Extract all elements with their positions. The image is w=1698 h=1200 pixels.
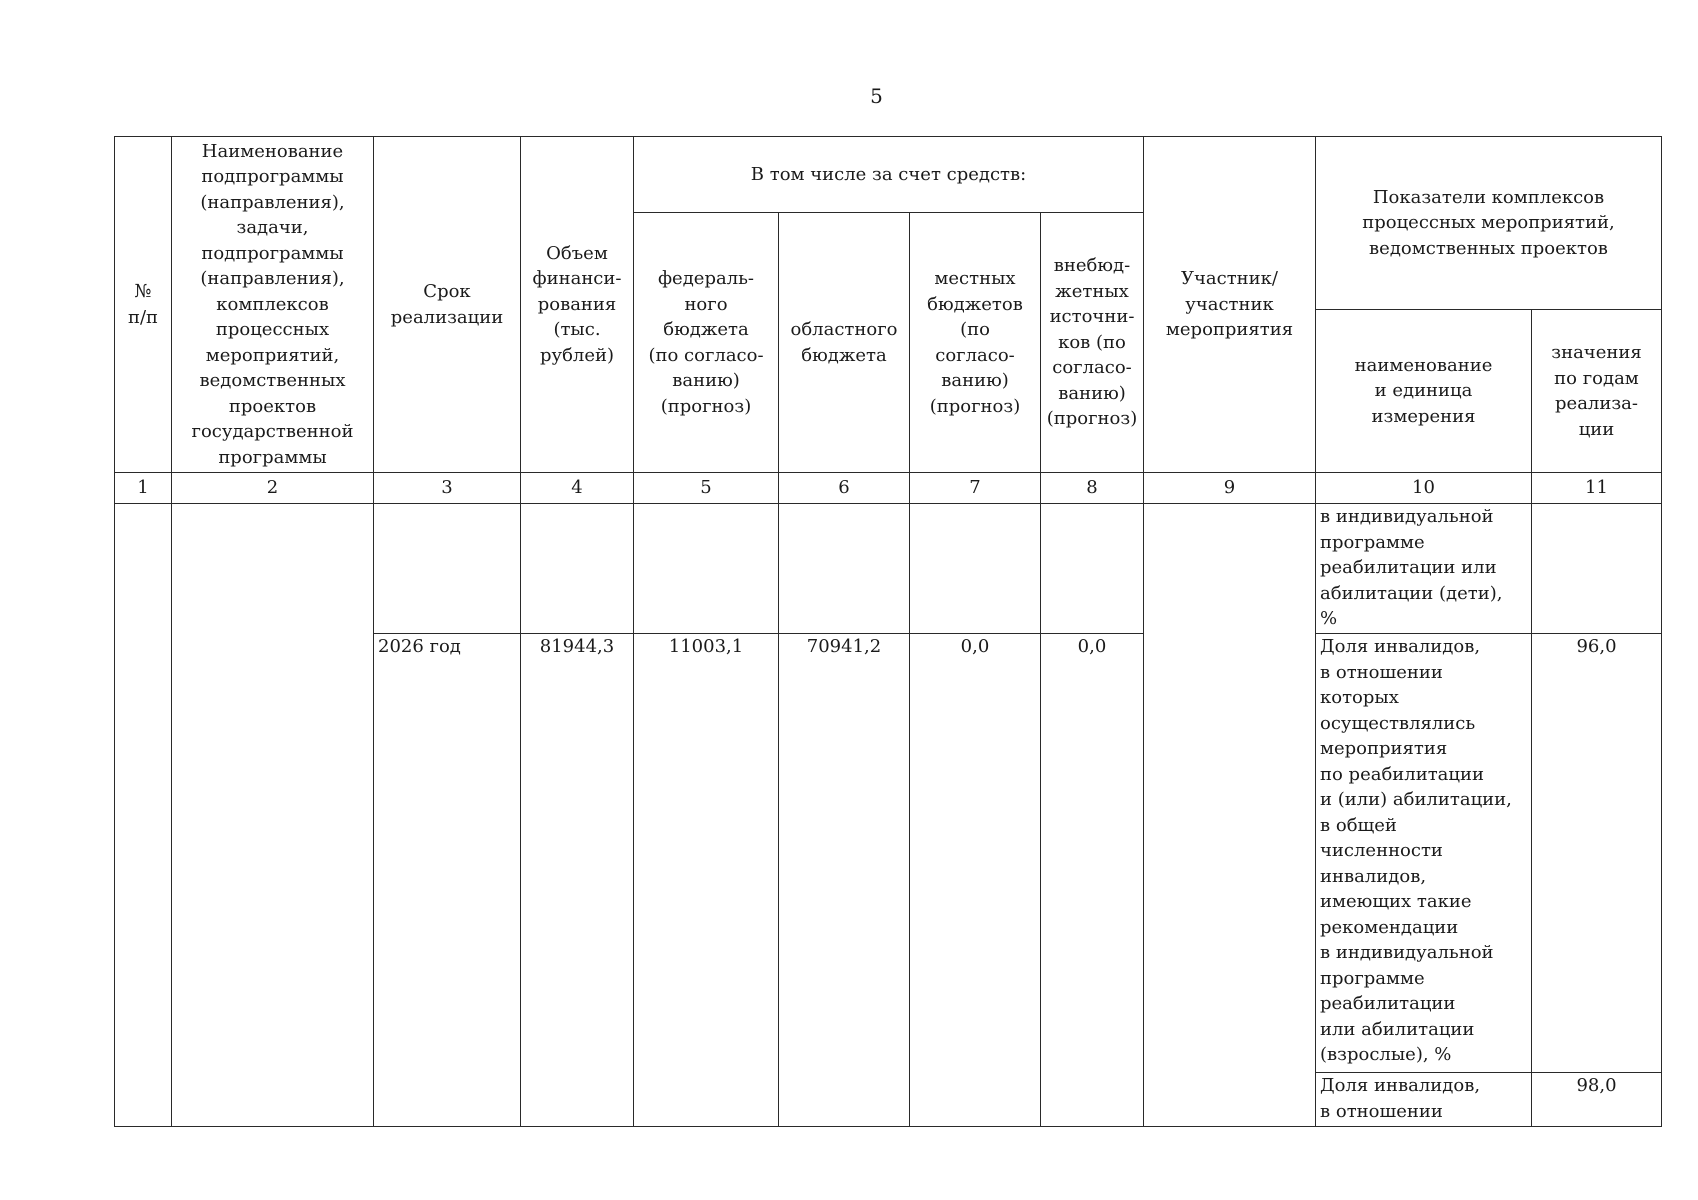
column-number: 9 bbox=[1144, 473, 1316, 504]
indicator-value bbox=[1532, 504, 1662, 634]
participant-cell bbox=[1144, 504, 1316, 1127]
header-number: № п/п bbox=[115, 137, 172, 473]
indicator-name: Доля инвалидов, в отношении которых осуществлялись мероприятия по реабилитации и (или) абилитации, в общей численности инвалидов, имеющих такие рекомендации в индивидуальной программе реабилитации или абилитации (взрослые), % bbox=[1316, 634, 1532, 1073]
empty-cell bbox=[634, 504, 779, 634]
column-number: 7 bbox=[910, 473, 1041, 504]
header-volume: Объем финанси- рования (тыс. рублей) bbox=[521, 137, 634, 473]
header-participant: Участник/ участник мероприятия bbox=[1144, 137, 1316, 473]
header-indicator-name: наименование и единица измерения bbox=[1316, 310, 1532, 473]
header-indicators-group: Показатели комплексов процессных мероприятий, ведомственных проектов bbox=[1316, 137, 1662, 310]
column-number: 8 bbox=[1041, 473, 1144, 504]
local-cell: 0,0 bbox=[910, 634, 1041, 1127]
header-extra-budget: внебюд- жетных источни- ков (по согласо- ванию) (прогноз) bbox=[1041, 213, 1144, 473]
row-number-cell bbox=[115, 504, 172, 1127]
empty-cell bbox=[521, 504, 634, 634]
column-number: 6 bbox=[779, 473, 910, 504]
federal-cell: 11003,1 bbox=[634, 634, 779, 1127]
indicator-name: Доля инвалидов, в отношении bbox=[1316, 1073, 1532, 1127]
column-number: 5 bbox=[634, 473, 779, 504]
empty-cell bbox=[779, 504, 910, 634]
empty-cell bbox=[374, 504, 521, 634]
column-number: 2 bbox=[172, 473, 374, 504]
header-period: Срок реализации bbox=[374, 137, 521, 473]
column-number: 11 bbox=[1532, 473, 1662, 504]
empty-cell bbox=[910, 504, 1041, 634]
volume-cell: 81944,3 bbox=[521, 634, 634, 1127]
header-indicator-values: значения по годам реализа- ции bbox=[1532, 310, 1662, 473]
column-number: 4 bbox=[521, 473, 634, 504]
column-number: 1 bbox=[115, 473, 172, 504]
table-row bbox=[115, 504, 1662, 634]
header-regional: областного бюджета bbox=[779, 213, 910, 473]
indicator-value: 96,0 bbox=[1532, 634, 1662, 1073]
row-name-cell bbox=[172, 504, 374, 1127]
empty-cell bbox=[1041, 504, 1144, 634]
column-number-row bbox=[115, 473, 1662, 504]
regional-cell: 70941,2 bbox=[779, 634, 910, 1127]
column-number: 10 bbox=[1316, 473, 1532, 504]
indicator-value: 98,0 bbox=[1532, 1073, 1662, 1127]
header-row-1 bbox=[115, 137, 1662, 213]
page-number: 5 bbox=[870, 84, 883, 108]
program-table bbox=[114, 136, 1662, 1127]
header-name: Наименование подпрограммы (направления), задачи, подпрограммы (направления), комплексов процессных мероприятий, ведомственных проектов государственной программы bbox=[172, 137, 374, 473]
header-funds-group: В том числе за счет средств: bbox=[634, 137, 1144, 213]
header-federal: федераль- ного бюджета (по согласо- ванию) (прогноз) bbox=[634, 213, 779, 473]
column-number: 3 bbox=[374, 473, 521, 504]
period-cell: 2026 год bbox=[374, 634, 521, 1127]
header-local: местных бюджетов (по согласо- ванию) (прогноз) bbox=[910, 213, 1041, 473]
extra-budget-cell: 0,0 bbox=[1041, 634, 1144, 1127]
indicator-name: в индивидуальной программе реабилитации или абилитации (дети), % bbox=[1316, 504, 1532, 634]
